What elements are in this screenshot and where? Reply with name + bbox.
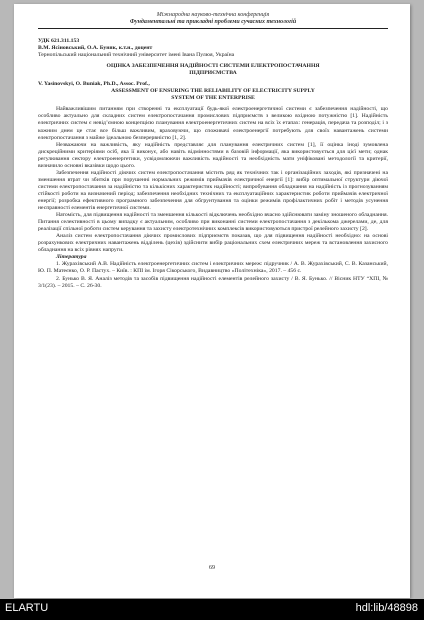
article-body (38, 38, 388, 290)
conference-name: Міжнародна науково-технічна конференція (156, 12, 270, 18)
paragraph: Забезпечення надійності діючих систем електропостачання містить ряд як технічних так і організаційних заходів, які призначені на зменшення втрат чи збитків при порушенні нормальних режимів приймачів електричної енергії [1]: вибір оптимальної структури діючої системи електропостачання за надійністю та кількісних характеристик надійності; випробування обладнання на надійність із прогнозуванням стійкості роботи на визначений період; забезпечення необхідних технічних та експлуатаційних характеристик роботи приймачів електричної енергії; розробка ефективного програмного забезпечення для обгрунтування та оцінки режимів профілактичних робіт і методів усунення несправності елементів енергетичної системи. (38, 169, 388, 212)
paragraph: Незважаючи на важливість, яку надійність представляє для планування електричних систем [1], її оцінка іноді зумовлена дискреційними критеріями осіб, яка її виконує, або навіть відмінностями в базовій інформації, яка використовується для цієї мети; однак регулювання сектору електроенергетики, усвідомлюючи важливість надійності та необхідність мати уніфіковані методології та критерії, визначило основні вказівки щодо цього. (38, 141, 388, 169)
title-ua-line1: ОЦІНКА ЗАБЕЗПЕЧЕННЯ НАДІЙНОСТІ СИСТЕМИ ЕЛЕКТРОПОСТАЧАННЯ (106, 63, 320, 70)
title-en-line1: ASSESSMENT OF ENSURING THE RELIABILITY OF ELECTRICITY SUPPLY (111, 88, 315, 95)
udc-code: УДК 621.311.153 (38, 38, 80, 44)
title-ua-line2: ПІДПРИЄМСТВА (189, 70, 237, 77)
reference-item: 2. Бунько В. Я. Аналіз методів та засобів підвищення надійності елементів релейного захисту / В. Я. Бунько. // Вісник НТУ “ХПІ, № 3/1(23). – 2015. – С. 26-30. (38, 275, 388, 289)
literature-heading: Література (56, 254, 87, 261)
paragraph: Натомість, для підвищення надійності та зменшення кількості відключень необхідно вчасно здійснювати заміну зношеного обладнання. Питання селективності в цьому випадку є актуальним, особливо при виконанні системи електропостачання з декількома джерелами, де, для реалізації спільної роботи систем керування та захисту електротехнічних комплексів використовуються пристрої релейного захисту [2]. (38, 212, 388, 233)
footer-handle: hdl:lib/48898 (355, 602, 418, 614)
title-en-line2: SYSTEM OF THE ENTERPRISE (171, 95, 255, 102)
footer-bar (0, 599, 424, 620)
page-number: 69 (209, 565, 215, 571)
conference-header (38, 12, 388, 26)
reference-item: 1. Журахівський А.В. Надійність електроенергетичних систем і електричних мереж: підручник / А. В. Журахівський, С. В. Казанський, Ю. П. Матеєнко, О. Р. Пастух. – Київ. : КПІ ім. Ігоря Сікорського, Видавництво «Політехніка», 2017. – 456 с. (38, 261, 388, 275)
paragraph: Аналіз систем електропостачання діючих промислових підприємств показав, що для підвищення надійності необхідно: на основі розрахункових електричних навантажень відділень (цехів) здійснити вибір раціональних схем електричних мереж та встановлення захисного обладнання на всіх рівнях напруги. (38, 233, 388, 254)
header-rule (38, 28, 388, 29)
affiliation-ua: Тернопільський національний технічний університет імені Івана Пулюя, Україна (38, 52, 235, 59)
document-page (14, 4, 410, 598)
authors-ua: В.М. Ясіновський, О.А. Буняк, к.т.н., доцент (38, 45, 153, 52)
authors-en: V. Yasinovskyi, O. Buniak, Ph.D., Assoc. Prof., (38, 81, 150, 88)
footer-left-label: ELARTU (5, 602, 49, 614)
conference-subtitle: Фундаментальні та прикладні проблеми сучасних технологій (129, 19, 297, 25)
paragraph: Найважливішим питанням при створенні та експлуатації будь-якої електроенергетичної системи є забезпечення надійності, що особливо актуально для складних систем електропостачання промислових підприємств з великою вхідною потужністю [1]. Надійність електричних систем є невід’ємною концепцією планування електроенергетичних систем на всіх їх етапах: генерація, передача та розподіл; і з кожним днем це стає все більш важливим, враховуючи, що споживачі електроенергії потребують для своїх навантажень системи електропостачання з майже ідеальною безперервністю [1, 2]. (38, 106, 388, 141)
